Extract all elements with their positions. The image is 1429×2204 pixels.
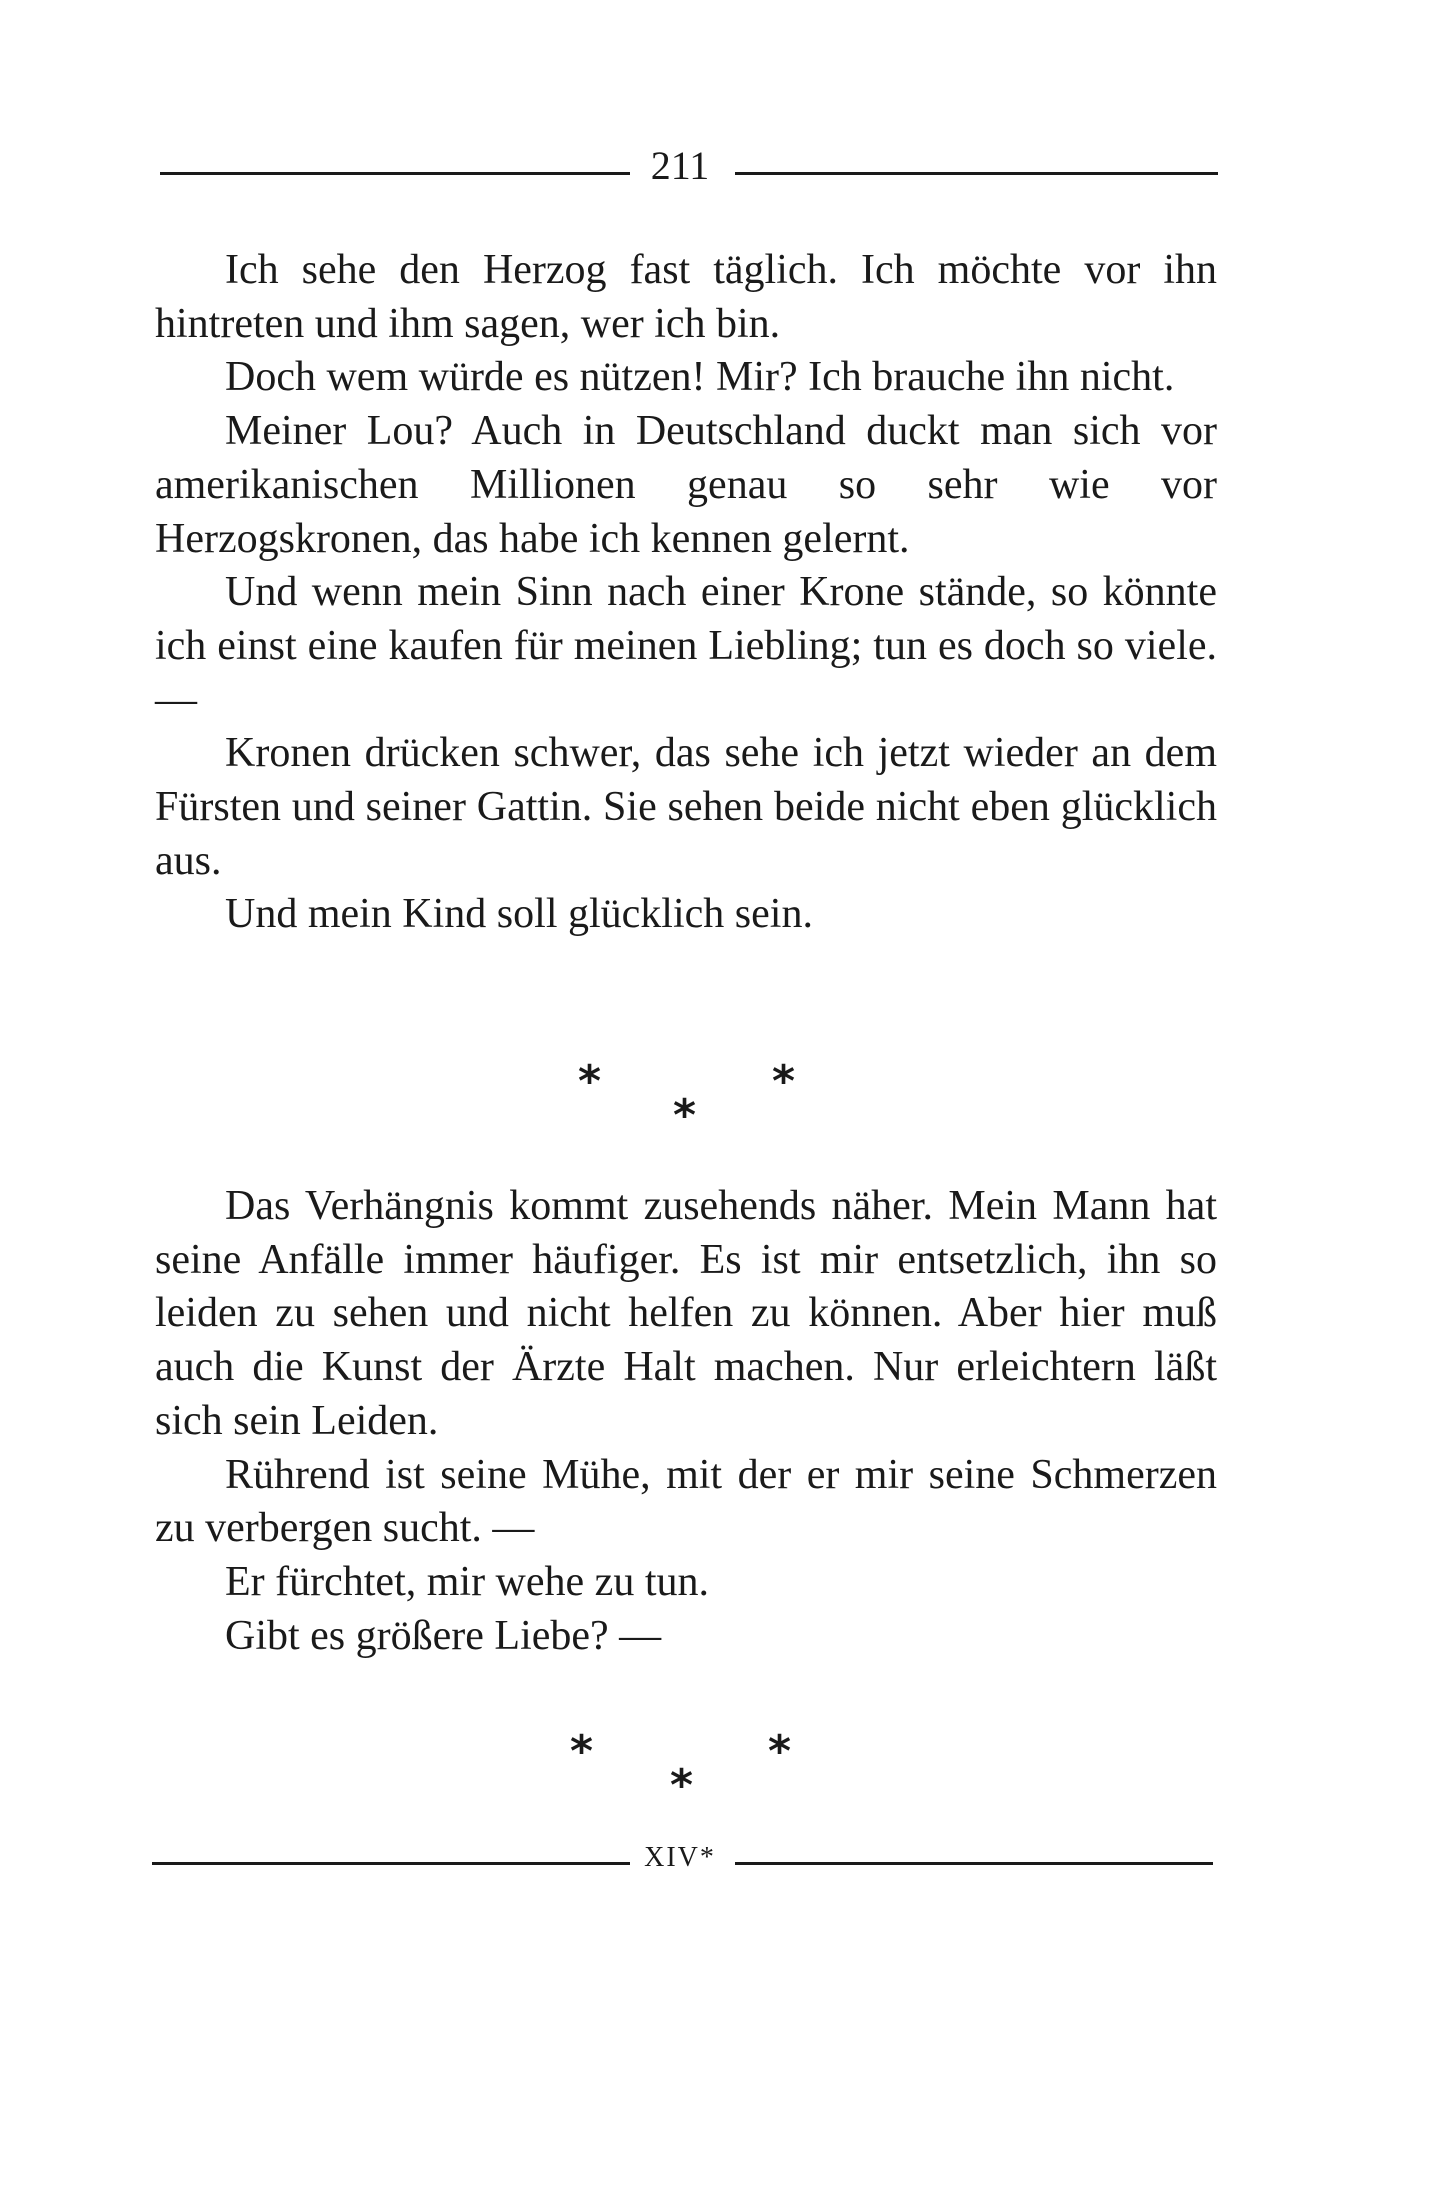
paragraph: Und mein Kind soll glücklich sein. xyxy=(225,891,813,938)
paragraph: Und wenn mein Sinn nach einer Krone stände, so könnte ich einst eine kaufen für meinen Liebling; tun es doch so viele. — xyxy=(155,569,1217,723)
signature-mark: XIV* xyxy=(644,1842,716,1873)
paragraph: Kronen drücken schwer, das sehe ich jetzt wieder an dem Fürsten und seiner Gattin. Sie sehen beide nicht eben glücklich aus. xyxy=(155,730,1217,884)
paragraph: Doch wem würde es nützen! Mir? Ich brauche ihn nicht. xyxy=(225,354,1175,401)
page-number: 211 xyxy=(650,143,710,188)
paragraph: Das Verhängnis kommt zusehends näher. Mein Mann hat seine Anfälle immer häufiger. Es ist mir entsetzlich, ihn so leiden zu sehen und nicht helfen zu können. Aber hier muß auch die Kunst der Ärzte Halt machen. Nur erleichtern läßt sich sein Leiden. xyxy=(155,1183,1217,1444)
asterisk-ornament: * xyxy=(772,1056,796,1107)
paragraph: Gibt es größere Liebe? — xyxy=(225,1612,662,1659)
asterisk-ornament: * xyxy=(578,1056,602,1107)
section-one xyxy=(155,244,1217,942)
footer-rule-right xyxy=(735,1862,1213,1865)
footer-rule-left xyxy=(152,1862,630,1865)
asterisk-ornament: * xyxy=(768,1726,792,1777)
paragraph: Er fürchtet, mir wehe zu tun. xyxy=(225,1558,709,1605)
asterisk-ornament: * xyxy=(570,1726,594,1777)
paragraph: Rührend ist seine Mühe, mit der er mir seine Schmerzen zu verbergen sucht. — xyxy=(155,1451,1217,1552)
section-two xyxy=(155,1180,1217,1663)
paragraph: Meiner Lou? Auch in Deutschland duckt man sich vor amerikanischen Millionen genau so sehr wie vor Herzogskronen, das habe ich kennen gelernt. xyxy=(155,408,1217,562)
paragraph: Ich sehe den Herzog fast täglich. Ich möchte vor ihn hintreten und ihm sagen, wer ich bin. xyxy=(155,247,1217,347)
asterisk-ornament: * xyxy=(673,1090,697,1141)
header-rule-left xyxy=(160,172,630,175)
asterisk-ornament: * xyxy=(670,1760,694,1811)
header-rule-right xyxy=(735,172,1218,175)
